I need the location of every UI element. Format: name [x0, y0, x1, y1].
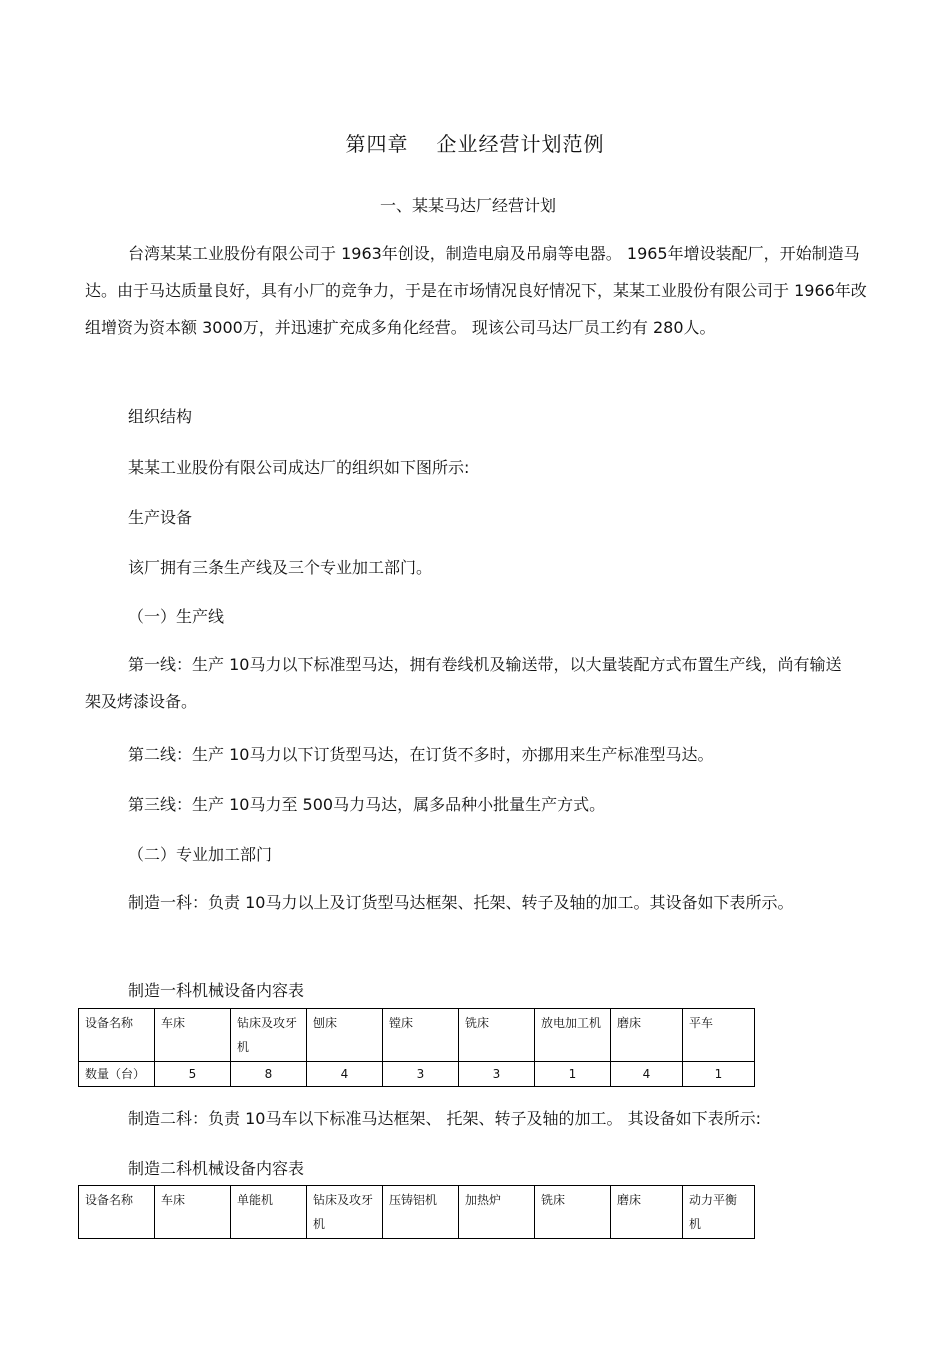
equipment-table-2 — [78, 1185, 755, 1239]
table2-caption: 制造二科机械设备内容表 — [128, 1159, 305, 1178]
table-cell: 刨床 — [307, 1009, 383, 1062]
table-header-row — [79, 1186, 755, 1239]
table-cell: 1 — [683, 1062, 755, 1087]
table-cell: 1 — [535, 1062, 611, 1087]
table-cell: 8 — [231, 1062, 307, 1087]
table-row-label: 数量（台） — [79, 1062, 155, 1087]
line3-paragraph: 第三线：生产 10马力至 500马力马达，属多品种小批量生产方式。 — [128, 795, 606, 814]
equipment-text: 该厂拥有三条生产线及三个专业加工部门。 — [128, 558, 433, 577]
table-cell: 钻床及攻牙机 — [307, 1186, 383, 1239]
chapter-number: 第四章 — [345, 132, 409, 156]
table-cell: 加热炉 — [459, 1186, 535, 1239]
table-cell: 3 — [383, 1062, 459, 1087]
section-title: 一、某某马达厂经营计划 — [379, 196, 556, 215]
table-cell: 压铸铝机 — [383, 1186, 459, 1239]
table-cell: 设备名称 — [79, 1009, 155, 1062]
table-cell: 3 — [459, 1062, 535, 1087]
line1-paragraph: 第一线：生产 10马力以下标准型马达，拥有卷线机及输送带，以大量装配方式布置生产线，尚有输送架及烤漆设备。 — [85, 655, 842, 711]
table-cell: 车床 — [155, 1186, 231, 1239]
equipment-table-1 — [78, 1008, 755, 1087]
table-cell: 平车 — [683, 1009, 755, 1062]
table1-caption: 制造一科机械设备内容表 — [128, 981, 305, 1000]
intro-paragraph: 台湾某某工业股份有限公司于 1963年创设，制造电扇及吊扇等电器。 1965年增设装配厂，开始制造马达。由于马达质量良好，具有小厂的竞争力，于是在市场情况良好情况下，某某工业股份有限公司于 1966年改组增资为资本额 3000万，并迅速扩充成多角化经营。 现该公司马达厂员工约有 280人。 — [85, 244, 867, 337]
table-cell: 镗床 — [383, 1009, 459, 1062]
table-cell: 4 — [611, 1062, 683, 1087]
table-cell: 钻床及攻牙机 — [231, 1009, 307, 1062]
org-heading: 组织结构 — [128, 407, 193, 426]
line2-paragraph: 第二线：生产 10马力以下订货型马达，在订货不多时，亦挪用来生产标准型马达。 — [128, 745, 714, 764]
table-cell: 磨床 — [611, 1186, 683, 1239]
table-cell: 磨床 — [611, 1009, 683, 1062]
table-cell: 放电加工机 — [535, 1009, 611, 1062]
chapter-name: 企业经营计划范例 — [436, 132, 605, 156]
equipment-heading: 生产设备 — [128, 508, 193, 527]
table-row — [79, 1062, 755, 1087]
table-cell: 车床 — [155, 1009, 231, 1062]
table-cell: 5 — [155, 1062, 231, 1087]
table-cell: 铣床 — [459, 1009, 535, 1062]
table-header-row — [79, 1009, 755, 1062]
chapter-title — [0, 128, 950, 157]
dept1-paragraph: 制造一科：负责 10马力以上及订货型马达框架、托架、转子及轴的加工。其设备如下表所示。 — [128, 893, 794, 912]
org-text: 某某工业股份有限公司成达厂的组织如下图所示: — [128, 458, 470, 477]
table-cell: 铣床 — [535, 1186, 611, 1239]
table-cell: 4 — [307, 1062, 383, 1087]
table-cell: 单能机 — [231, 1186, 307, 1239]
depts-heading: （二）专业加工部门 — [128, 845, 273, 864]
dept2-paragraph: 制造二科：负责 10马车以下标准马达框架、 托架、转子及轴的加工。 其设备如下表所示: — [128, 1109, 762, 1128]
table-cell: 动力平衡机 — [683, 1186, 755, 1239]
table-cell: 设备名称 — [79, 1186, 155, 1239]
lines-heading: （一）生产线 — [128, 607, 225, 626]
